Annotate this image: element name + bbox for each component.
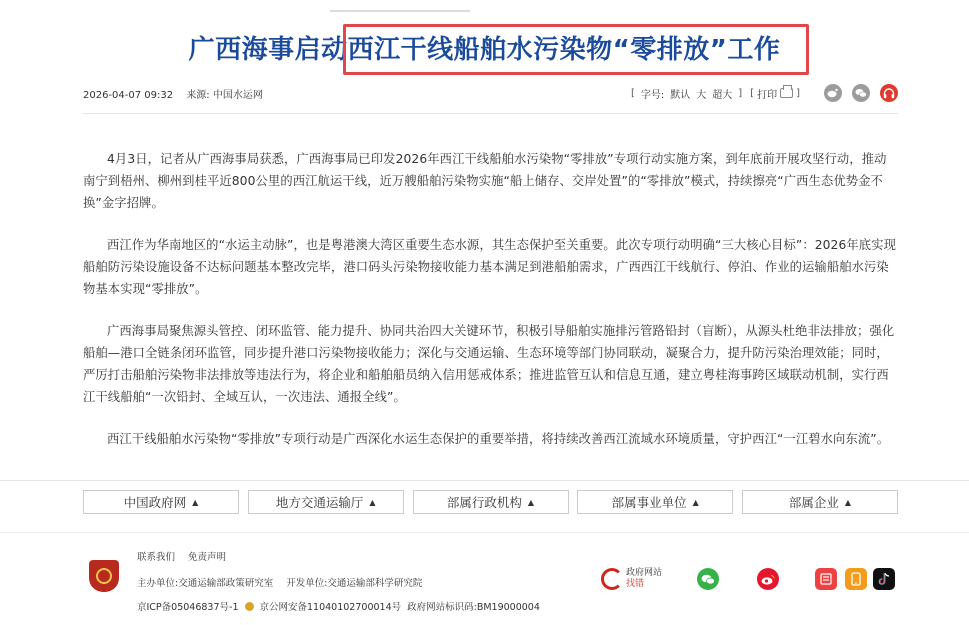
caret-up-icon: ▲: [844, 497, 852, 507]
mobile-app-icon[interactable]: [845, 568, 867, 590]
gov-badge-title: 政府网站: [626, 568, 663, 578]
nav-label: 部属行政机构: [446, 495, 522, 510]
caret-up-icon: ▲: [527, 497, 535, 507]
footer-sponsor: [137, 575, 432, 589]
developer-text: 开发单位:交通运输部科学研究院: [286, 578, 423, 589]
article-paragraph: 4月3日，记者从广西海事局获悉，广西海事局已印发2026年西江干线船舶水污染物“零排放”专项行动实施方案，到年底前开展攻坚行动，推动南宁到梧州、柳州到桂平近800公里的西江航运干线，近万艘船舶污染物实施“船上储存、交岸处置”的“零排放”模式，持续擦亮“广西生态优势金不换”金字招牌。: [83, 152, 887, 210]
gov-site-error-badge[interactable]: [601, 565, 669, 593]
icp-link[interactable]: 京ICP备05046837号-1: [137, 602, 239, 613]
footer-icp: [137, 599, 546, 613]
wechat-icon[interactable]: [852, 84, 870, 102]
print-bracket-open: [: [750, 87, 755, 99]
nav-public-institutions[interactable]: [577, 490, 733, 514]
font-default-button[interactable]: 默认: [670, 89, 691, 101]
article-paragraph: 西江作为华南地区的“水运主动脉”，也是粤港澳大湾区重要生态水源，其生态保护至关重要。此次专项行动明确“三大核心目标”：2026年底实现船舶防污染设施设备不达标问题基本整改完毕，港口码头污染物接收能力基本满足到港船舶需求，广西西江干线航行、停泊、作业的运输船舶水污染物基本实现“零排放”。: [83, 238, 896, 296]
print-label: 打印: [757, 89, 778, 101]
nav-enterprises[interactable]: [742, 490, 898, 514]
contact-link[interactable]: 联系我们: [137, 552, 176, 563]
bracket-open: [: [631, 87, 635, 99]
ministry-emblem-icon: [89, 560, 119, 592]
douyin-icon[interactable]: [873, 568, 895, 590]
nav-label: 部属事业单位: [611, 495, 687, 510]
nav-local-transport[interactable]: [248, 490, 404, 514]
title-container: [0, 30, 969, 70]
wechat-social-icon[interactable]: [697, 568, 719, 590]
font-xlarge-button[interactable]: 超大: [712, 89, 733, 101]
meta-tools: [631, 84, 898, 102]
footer-top-rule: [0, 480, 969, 481]
printer-icon: [780, 88, 793, 98]
weibo-icon[interactable]: [824, 84, 842, 102]
bracket-close: ]: [738, 87, 743, 99]
print-button[interactable]: [750, 86, 800, 101]
nav-admin-agencies[interactable]: [413, 490, 569, 514]
gov-badge-text: [626, 568, 662, 590]
article-paragraph: 西江干线船舶水污染物“零排放”专项行动是广西深化水运生态保护的重要举措，将持续改善西江流域水环境质量，守护西江“一江碧水向东流”。: [107, 432, 890, 446]
emblem-inner: [96, 568, 112, 584]
article-title: 广西海事启动西江干线船舶水污染物“零排放”工作: [188, 35, 781, 65]
article-body: [83, 148, 898, 470]
nav-label: 中国政府网: [123, 495, 187, 510]
font-size-label: 字号:: [640, 89, 665, 101]
toutiao-icon[interactable]: [815, 568, 837, 590]
meta-divider: [83, 113, 898, 114]
gov-badge-sub: 找错: [626, 579, 645, 589]
caret-up-icon: ▲: [369, 497, 376, 507]
headphone-icon[interactable]: [880, 84, 898, 102]
print-bracket-close: ]: [796, 87, 800, 99]
article-source: 来源: 中国水运网: [186, 90, 263, 101]
article-paragraph: 广西海事局聚焦源头管控、闭环监管、能力提升、协同共治四大关键环节，积极引导船舶实施排污管路铅封（盲断），从源头杜绝非法排放；强化船舶—港口全链条闭环监管，同步提升港口污染物接收能力；深化与交通运输、生态环境等部门协同联动，凝聚合力，提升防污染治理效能；同时，严厉打击船舶污染物非法排放等违法行为，将企业和船舶船员纳入信用惩戒体系；推进监管互认和信息互通，建立粤桂海事跨区域联动机制，实行西江干线船舶“一次铅封、全域互认，一次违法、通报全线”。: [83, 324, 895, 404]
caret-up-icon: ▲: [692, 497, 699, 507]
publish-date: 2026-04-07 09:32: [83, 90, 174, 101]
meta-left: [83, 86, 273, 101]
article-meta: [83, 84, 898, 104]
disclaimer-link[interactable]: 免责声明: [188, 552, 227, 563]
weibo-social-icon[interactable]: [757, 568, 779, 590]
nav-label: 部属企业: [788, 495, 839, 510]
top-divider: [330, 10, 470, 12]
police-badge-icon: [245, 602, 254, 611]
font-size-controls: [631, 86, 742, 101]
nav-gov-cn[interactable]: [83, 490, 239, 514]
sponsor-text: 主办单位:交通运输部政策研究室: [137, 578, 274, 589]
police-link[interactable]: 京公网安备11040102700014号: [259, 602, 402, 613]
nav-label: 地方交通运输厅: [275, 495, 364, 510]
footer-nav: [83, 490, 898, 514]
font-large-button[interactable]: 大: [696, 89, 707, 101]
gov-site-logo-icon: [601, 568, 623, 590]
footer-links: [137, 549, 236, 563]
gov-site-id: 政府网站标识码:BM19000004: [407, 602, 540, 613]
caret-up-icon: ▲: [192, 497, 199, 507]
footer-separator: [0, 532, 969, 533]
